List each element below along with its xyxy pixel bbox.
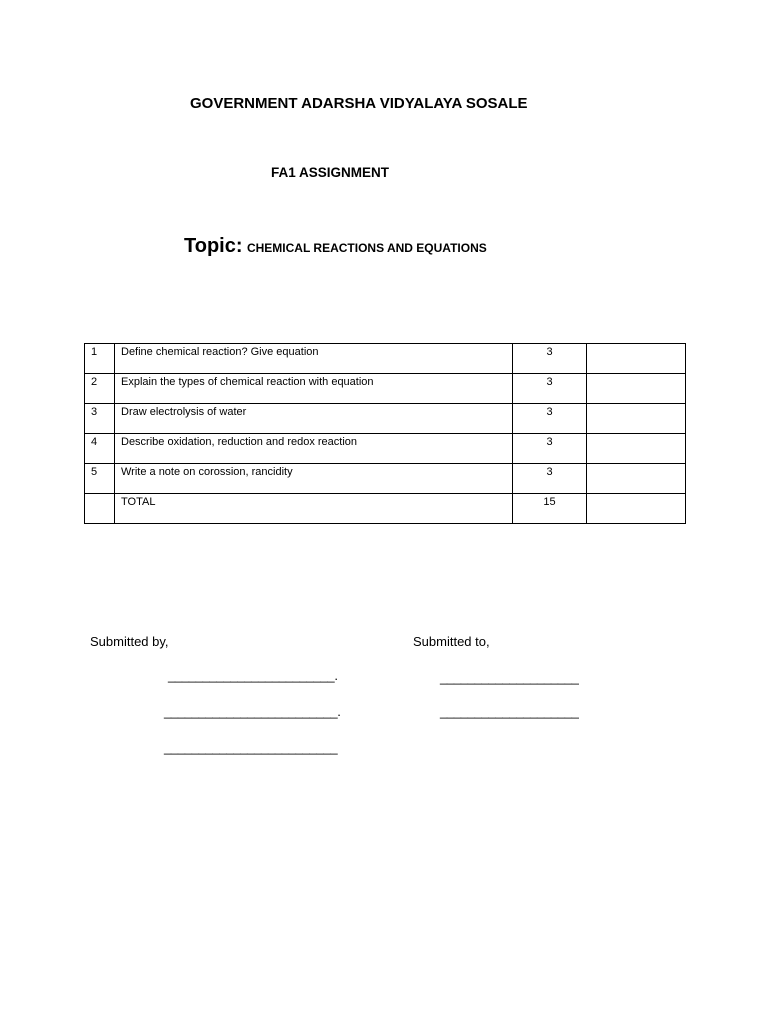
school-name: GOVERNMENT ADARSHA VIDYALAYA SOSALE: [190, 95, 528, 112]
question-marks: 3: [513, 344, 587, 374]
total-score-cell: [587, 494, 686, 524]
question-marks: 3: [513, 374, 587, 404]
score-cell: [587, 464, 686, 494]
score-cell: [587, 434, 686, 464]
question-number: 2: [85, 374, 115, 404]
question-text: Describe oxidation, reduction and redox reaction: [115, 434, 513, 464]
table-row: [85, 374, 686, 404]
score-cell: [587, 404, 686, 434]
questions-table: [84, 343, 686, 524]
assignment-title: FA1 ASSIGNMENT: [271, 165, 390, 180]
question-number: 4: [85, 434, 115, 464]
question-text: Write a note on corossion, rancidity: [115, 464, 513, 494]
table-row: [85, 344, 686, 374]
question-number: 5: [85, 464, 115, 494]
score-cell: [587, 344, 686, 374]
total-label: TOTAL: [115, 494, 513, 524]
question-marks: 3: [513, 434, 587, 464]
question-number: 3: [85, 404, 115, 434]
question-number: 1: [85, 344, 115, 374]
submitted-by-line-1: ________________________.: [168, 668, 338, 683]
submitted-by-line-3: _________________________: [164, 740, 338, 755]
submitted-to-label: Submitted to,: [413, 634, 490, 649]
question-text: Define chemical reaction? Give equation: [115, 344, 513, 374]
topic-value: CHEMICAL REACTIONS AND EQUATIONS: [246, 241, 487, 255]
question-text: Explain the types of chemical reaction with equation: [115, 374, 513, 404]
submitted-to-line-2: ____________________: [440, 704, 579, 719]
submitted-by-label: Submitted by,: [90, 634, 169, 649]
score-cell: [587, 374, 686, 404]
total-marks: 15: [513, 494, 587, 524]
table-row: [85, 434, 686, 464]
question-marks: 3: [513, 464, 587, 494]
table-row: [85, 464, 686, 494]
topic-heading: [184, 235, 487, 258]
question-marks: 3: [513, 404, 587, 434]
table-row: [85, 404, 686, 434]
question-text: Draw electrolysis of water: [115, 404, 513, 434]
total-row: [85, 494, 686, 524]
submitted-to-line-1: ____________________: [440, 670, 579, 685]
submitted-by-line-2: _________________________.: [164, 704, 341, 719]
total-number: [85, 494, 115, 524]
topic-label: Topic:: [184, 235, 243, 257]
